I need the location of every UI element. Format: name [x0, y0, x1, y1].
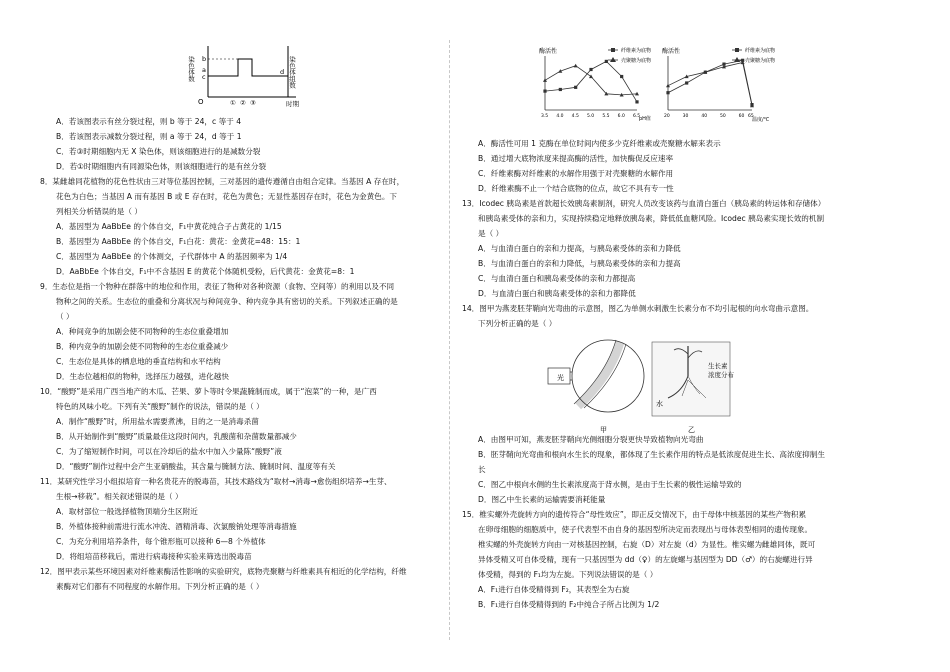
q14-stem-2: 下列分析正确的是（ ） [478, 319, 557, 328]
q9-option-d: D．生态位越相似的物种，选择压力越强，进化越快 [56, 372, 229, 381]
ph-chart-xlabel: pH值 [639, 116, 651, 122]
fig-label-jia: 甲 [600, 426, 607, 434]
q9-stem-1: 9．生态位是指一个物种在群落中的地位和作用，表征了物种对各种资源（食物、空间等）的利用以及不同 [40, 282, 395, 291]
q8-option-d: D．AaBbEe 个体自交，F₁中不含基因 E 的黄花个体随机受粉，后代黄花：金黄花=8：1 [56, 267, 355, 276]
q10-option-c: C．为了缩短制作时间，可以在冷却后的盐水中加入少量陈“酸野”液 [56, 447, 282, 456]
mark-3: ③ [250, 99, 256, 107]
q15-option-a: A．F₁进行自体受精得到 F₂，其表型全为右旋 [478, 585, 630, 594]
temp-point-cellulose [685, 81, 688, 84]
q10-option-a: A．制作“酸野”时，所用盐水需要煮沸，目的之一是消毒杀菌 [56, 417, 259, 426]
ph-tick-label: 4.5 [571, 114, 579, 119]
q7-option-b: B．若该图表示减数分裂过程，则 a 等于 24，d 等于 1 [56, 132, 242, 141]
auxin-note-1: 生长素 [708, 362, 728, 370]
q8-stem-2: 花色为白色；当基因 A 而有基因 B 或 E 存在时，花色为黄色；无显性基因存在时，花色为金黄色。下 [56, 192, 398, 201]
q10-stem-2: 特色的风味小吃。下列有关“酸野”制作的说法，错误的是（ ） [56, 402, 264, 411]
left-column [40, 114, 465, 594]
q7-option-d: D．若①时期细胞内有同源染色体，则该细胞进行的是有丝分裂 [56, 162, 267, 171]
ph-tick-label: 6.5 [633, 114, 641, 119]
q8-stem-1: 8．某雌雄同花植物的花色性状由三对等位基因控制，三对基因的遗传遵循自由组合定律。当基因 A 存在时， [40, 177, 405, 186]
tick-b: b [202, 55, 207, 63]
temp-point-chitosan [666, 84, 670, 88]
q10-stem-1: 10．“酸野”是采用广西当地产的木瓜、芒果、萝卜等时令果蔬腌制而成，属于“泡菜”的一种，是广西 [40, 387, 377, 396]
temp-tick-label: 20 [664, 114, 670, 119]
temp-legend-1: 纤维素为底物 [745, 48, 776, 54]
q13-option-b: B．与血清白蛋白的亲和力降低，与胰岛素受体的亲和力提高 [478, 259, 681, 268]
ph-tick-label: 3.5 [541, 114, 549, 119]
q8-option-b: B．基因型为 AaBbEe 的个体自交，F₁白花：黄花：金黄花=48：15：1 [56, 237, 301, 246]
q13-stem-3: 是（ ） [478, 229, 504, 238]
q13-stem-2: 和胰岛素受体的亲和力，实现持续稳定地释放胰岛素，降低低血糖风险。Icodec 胰岛素实现长效的机制 [478, 214, 825, 223]
legend-marker-chitosan [734, 57, 740, 62]
q11-option-c: C．为充分利用培养条件，每个锥形瓶可以接种 6—8 个外植体 [56, 537, 266, 546]
q12-stem-2: 素酶对它们都有不同程度的水解作用。下列分析正确的是（ ） [56, 582, 264, 591]
ph-tick-label: 5.0 [587, 114, 595, 119]
right-column-bottom [462, 432, 887, 612]
ph-point-cellulose [635, 100, 638, 103]
ph-point-chitosan [574, 64, 578, 68]
mark-2: ② [240, 99, 246, 107]
q9-stem-3: （ ） [56, 312, 74, 321]
q8-option-a: A．基因型为 AaBbEe 的个体自交，F₁中黄花纯合子占黄花的 1/15 [56, 222, 282, 231]
q9-option-a: A．种间竞争的加剧会使不同物种的生态位重叠增加 [56, 327, 229, 336]
ph-chart-ylabel: 酶活性 [539, 48, 558, 55]
ph-chart-legend [606, 44, 664, 70]
q15-stem-1: 15．椎实螺外壳旋转方向的遗传符合“母性效应”，即正反交情况下，由于母体中核基因的某些产物积累 [462, 510, 807, 519]
q11-option-b: B．外植体接种前需进行流水冲洗、酒精消毒、次氯酸钠处理等消毒措施 [56, 522, 297, 531]
q14-option-d: D．图乙中生长素的运输需要消耗能量 [478, 495, 606, 504]
q15-stem-4: 异体受精又可自体受精，现有一只基因型为 dd（♀）的左旋螺与基因型为 DD（♂）的右旋螺进行异 [478, 555, 813, 564]
temp-tick-label: 50 [720, 114, 726, 119]
q10-option-b: B．从开始制作到“酸野”质量最佳这段时间内，乳酸菌和杂菌数量都减少 [56, 432, 297, 441]
x-label: 时期 [286, 100, 299, 108]
q9-option-b: B．种内竞争的加剧会使不同物种的生态位重叠减少 [56, 342, 229, 351]
q7-option-a: A．若该图表示有丝分裂过程，则 b 等于 24，c 等于 4 [56, 117, 242, 126]
q7-option-c: C．若③时期细胞内无 X 染色体，则该细胞进行的是减数分裂 [56, 147, 261, 156]
q13-stem-1: 13．Icodec 胰岛素是首款超长效胰岛素制剂，研究人员改变该药与血清白蛋白（胰岛素的转运体和存储体） [462, 199, 826, 208]
auxin-note-2: 浓度分布 [708, 371, 734, 379]
legend-marker-cellulose [611, 48, 615, 52]
chromosome-graph [188, 42, 348, 110]
y-left-label: 染色体数 [187, 56, 195, 82]
ph-legend-1: 纤维素为底物 [621, 48, 652, 54]
q13-option-a: A．与血清白蛋白的亲和力提高，与胰岛素受体的亲和力降低 [478, 244, 681, 253]
light-label: 光 [557, 374, 564, 382]
q8-stem-3: 列相关分析错误的是（ ） [56, 207, 142, 216]
q9-option-c: C．生态位是具体的栖息地的垂直结构和水平结构 [56, 357, 221, 366]
q14-option-b: B．胚芽鞘向光弯曲和根向水生长的现象，都体现了生长素作用的特点是低浓度促进生长、高浓度抑制生 [478, 450, 825, 459]
ph-tick-label: 6.0 [617, 114, 625, 119]
q13-option-c: C．与血清白蛋白和胰岛素受体的亲和力都提高 [478, 274, 636, 283]
q14-figure [548, 336, 748, 436]
mark-1: ① [230, 99, 236, 107]
tick-c: c [202, 73, 206, 81]
temp-tick-label: 60 [738, 114, 745, 119]
origin-label: O [198, 98, 204, 106]
ph-tick-label: 4.0 [556, 114, 564, 119]
ph-point-cellulose [574, 86, 577, 89]
q14-stem-1: 14．图甲为燕麦胚芽鞘向光弯曲的示意图，图乙为单侧水刺激生长素分布不均引起根的向水弯曲示意图。 [462, 304, 814, 313]
ph-point-chitosan [543, 78, 547, 82]
q12-option-d: D．纤维素酶不止一个结合底物的位点，故它不具有专一性 [478, 184, 674, 193]
ph-point-cellulose [543, 90, 546, 93]
temp-legend-2: 壳聚糖为底物 [745, 58, 776, 64]
q10-option-d: D．“酸野”制作过程中会产生亚硝酸盐，其含量与腌制方法、腌制时间、温度等有关 [56, 462, 336, 471]
ph-legend-2: 壳聚糖为底物 [621, 58, 652, 64]
temp-chart-legend [730, 44, 788, 70]
q12-option-c: C．纤维素酶对纤维素的水解作用强于对壳聚糖的水解作用 [478, 169, 674, 178]
q11-option-d: D．将组培苗移栽后，需进行病毒接种实验来筛选出脱毒苗 [56, 552, 252, 561]
q13-option-d: D．与血清白蛋白和胰岛素受体的亲和力都降低 [478, 289, 636, 298]
temp-point-cellulose [666, 91, 669, 94]
ph-tick-label: 5.5 [602, 114, 610, 119]
q11-stem-2: 生根→移栽”。相关叙述错误的是（ ） [56, 492, 183, 501]
q12-option-a: A．酶活性可用 1 克酶在单位时间内使多少克纤维素或壳聚糖水解来表示 [478, 139, 721, 148]
temp-tick-label: 30 [682, 114, 689, 119]
q12-stem-1: 12．图甲表示某些环境因素对纤维素酶活性影响的实验研究，底物壳聚糖与纤维素具有相近的化学结构，纤维 [40, 567, 407, 576]
q15-stem-5: 体受精，得到的 F₁均为左旋。下列说法错误的是（ ） [478, 570, 658, 579]
q9-stem-2: 物种之间的关系。生态位的重叠和分离状况与种间竞争、种内竞争具有密切的关系。下列叙述正确的是 [56, 297, 398, 306]
ph-point-cellulose [589, 68, 592, 71]
ph-point-cellulose [559, 88, 562, 91]
q12-option-b: B．通过增大底物浓度来提高酶的活性，加快酶促反应速率 [478, 154, 674, 163]
temp-tick-label: 40 [701, 114, 708, 119]
q14-option-b-cont: 长 [478, 465, 486, 474]
q8-option-c: C．基因型为 AaBbEe 的个体测交，子代群体中 A 的基因频率为 1/4 [56, 252, 288, 261]
tick-a: a [202, 66, 206, 74]
q15-option-b: B．F₁进行自体受精得到的 F₂中纯合子所占比例为 1/2 [478, 600, 660, 609]
q11-option-a: A．取材部位一般选择植物顶端分生区附近 [56, 507, 198, 516]
q11-stem-1: 11．某研究性学习小组拟培育一种名贵花卉的脱毒苗，其技术路线为“取材→消毒→愈伤组织培养→生芽、 [40, 477, 392, 486]
q14-option-c: C．图乙中根向水侧的生长素浓度高于背水侧，是由于生长素的极性运输导致的 [478, 480, 742, 489]
water-label: 水 [656, 400, 663, 408]
ph-point-cellulose [620, 75, 623, 78]
legend-marker-chitosan [610, 57, 616, 62]
legend-marker-cellulose [735, 48, 739, 52]
y-right-label: 染色体组数 [288, 56, 296, 89]
fig-label-yi: 乙 [688, 426, 695, 434]
temp-chart-xlabel: 温度/℃ [752, 117, 770, 123]
tick-d: d [280, 68, 285, 76]
temp-chart-ylabel: 酶活性 [662, 48, 681, 55]
q15-stem-3: 椎实螺的外壳旋转方向由一对核基因控制，右旋（D）对左旋（d）为显性。椎实螺为雌雄同体，既可 [478, 540, 816, 549]
temp-tick-label: 65 [748, 114, 754, 119]
right-column-top [462, 136, 887, 331]
q14-option-a: A．由图甲可知，燕麦胚芽鞘向光侧细胞分裂更快导致植物向光弯曲 [478, 435, 704, 444]
q15-stem-2: 在卵母细胞的细胞质中，使子代表型不由自身的基因型所决定而表现出与母体表型相同的遗传现象。 [478, 525, 813, 534]
